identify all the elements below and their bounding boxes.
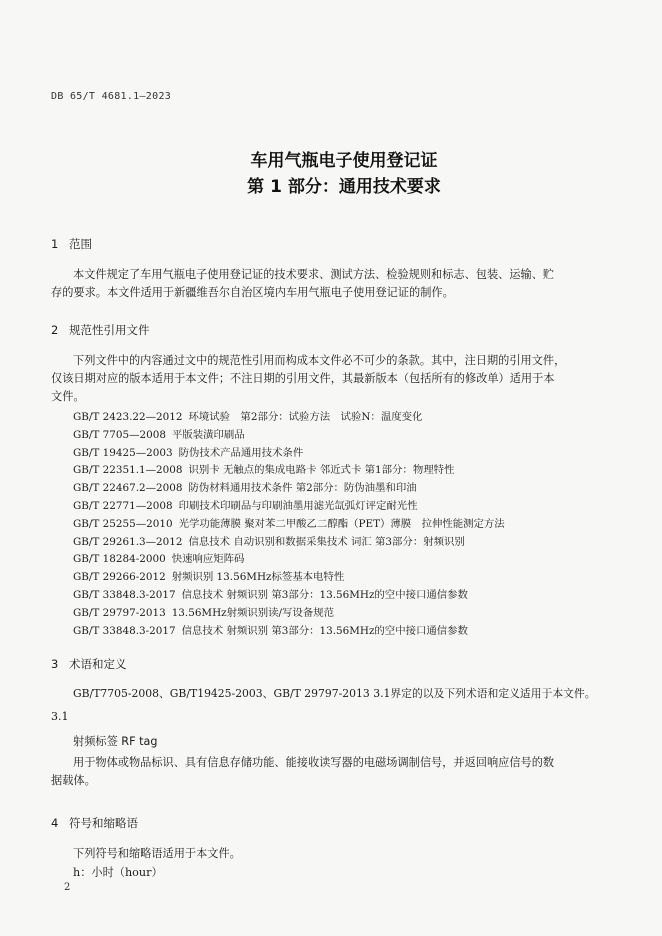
section-1-line-2: 存的要求。本文件适用于新疆维吾尔自治区境内车用气瓶电子使用登记证的制作。 — [51, 286, 454, 299]
section-2-number: 2 — [51, 323, 59, 337]
term-number: 3.1 — [51, 710, 69, 723]
reference-item: GB/T 19425—2003 防伪技术产品通用技术条件 — [73, 446, 304, 459]
reference-item: GB/T 33848.3-2017 信息技术 射频识别 第3部分：13.56MHz的空中接口通信参数 — [73, 588, 468, 601]
reference-item: GB/T 29261.3—2012 信息技术 自动识别和数据采集技术 词汇 第3部分：射频识别 — [73, 535, 465, 548]
normative-references-list — [73, 409, 593, 640]
abbreviation-item: h：小时（hour） — [73, 866, 163, 879]
section-2-heading — [51, 322, 150, 338]
term-definition-line-1: 用于物体或物品标识、具有信息存储功能、能接收读写器的电磁场调制信号，并返回响应信号的数 — [73, 756, 555, 769]
reference-item: GB/T 22467.2—2008 防伪材料通用技术条件 第2部分：防伪油墨和印油 — [73, 482, 417, 495]
section-3-number: 3 — [51, 657, 59, 671]
reference-item: GB/T 22771—2008 印刷技术印刷品与印刷油墨用滤光氙弧灯评定耐光性 — [73, 499, 418, 512]
reference-item: GB/T 29266-2012 射频识别 13.56MHz标签基本电特性 — [73, 571, 345, 584]
section-2-line-2: 仅该日期对应的版本适用于本文件；不注日期的引用文件，其最新版本（包括所有的修改单）适用于本 — [51, 372, 555, 385]
reference-item: GB/T 25255—2010 光学功能薄膜 聚对苯二甲酸乙二醇酯（PET）薄膜 拉伸性能测定方法 — [73, 517, 505, 530]
section-3-paragraph: GB/T7705-2008、GB/T19425-2003、GB/T 29797-2013 3.1界定的以及下列术语和定义适用于本文件。 — [73, 687, 596, 700]
section-2-line-1: 下列文件中的内容通过文中的规范性引用而构成本文件必不可少的条款。其中，注日期的引用文件， — [73, 354, 566, 367]
reference-item: GB/T 33848.3-2017 信息技术 射频识别 第3部分：13.56MHz的空中接口通信参数 — [73, 624, 468, 637]
section-2-title: 规范性引用文件 — [69, 323, 150, 337]
title-line-2: 第 1 部分：通用技术要求 — [247, 177, 441, 197]
document-code: DB 65/T 4681.1—2023 — [51, 91, 172, 102]
section-2-line-3: 文件。 — [51, 390, 85, 403]
section-3-title: 术语和定义 — [69, 657, 127, 671]
reference-item: GB/T 29797-2013 13.56MHz射频识别读/写设备规范 — [73, 606, 335, 619]
term-definition — [51, 754, 581, 790]
section-3-heading — [51, 656, 127, 672]
reference-item: GB/T 22351.1—2008 识别卡 无触点的集成电路卡 邻近式卡 第1部分：物理特性 — [73, 464, 455, 477]
section-4-heading — [51, 815, 138, 831]
section-1-line-1: 本文件规定了车用气瓶电子使用登记证的技术要求、测试方法、检验规则和标志、包装、运输、贮 — [73, 268, 555, 281]
page-number: 2 — [64, 882, 71, 893]
section-4-number: 4 — [51, 816, 59, 830]
section-4-title: 符号和缩略语 — [69, 816, 138, 830]
section-4-paragraph: 下列符号和缩略语适用于本文件。 — [73, 847, 241, 860]
title-line-1: 车用气瓶电子使用登记证 — [250, 151, 438, 171]
section-1-number: 1 — [51, 237, 59, 251]
reference-item: GB/T 18284-2000 快速响应矩阵码 — [73, 553, 245, 566]
reference-item: GB/T 2423.22—2012 环境试验 第2部分：试验方法 试验N：温度变化 — [73, 411, 423, 423]
section-1-title: 范围 — [69, 237, 92, 251]
section-1-heading — [51, 236, 92, 252]
section-2-paragraph — [51, 352, 581, 406]
section-1-paragraph — [51, 266, 581, 302]
term-definition-line-2: 据载体。 — [51, 774, 96, 787]
document-title — [0, 148, 662, 200]
term-title: 射频标签 RF tag — [73, 735, 158, 748]
reference-item: GB/T 7705—2008 平版装潢印刷品 — [73, 428, 245, 441]
